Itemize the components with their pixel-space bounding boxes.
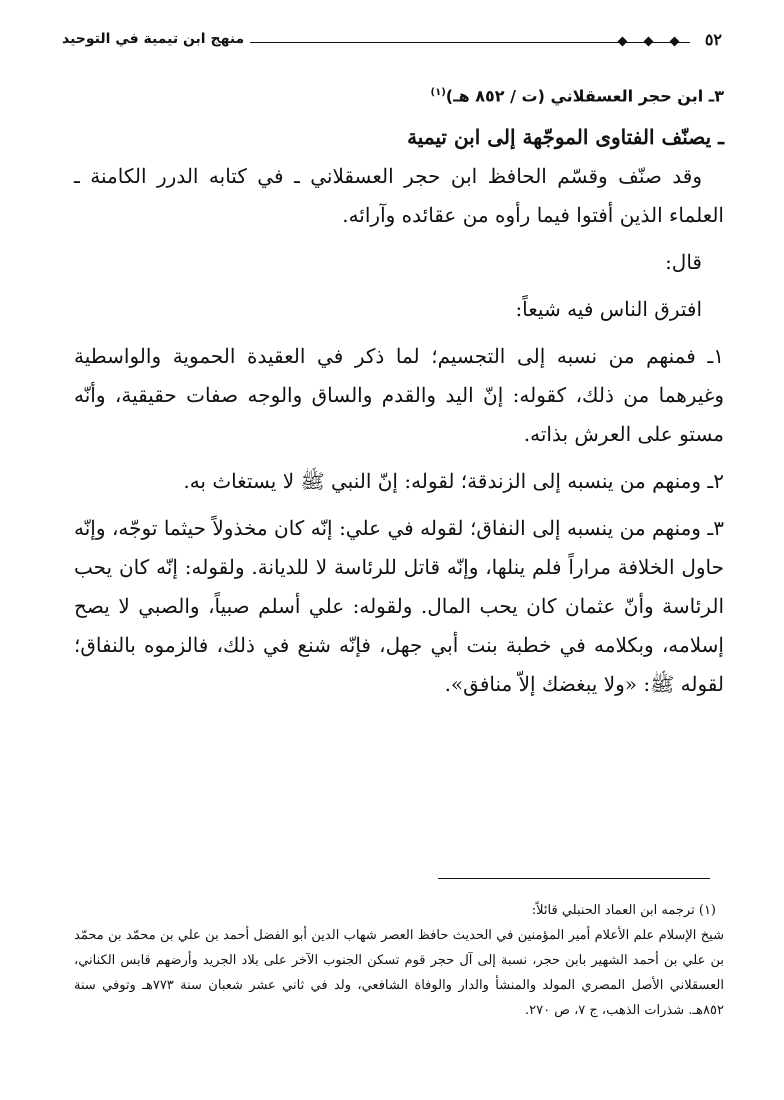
- qaal-line: قال:: [665, 250, 702, 275]
- ornament-diamond: [618, 37, 628, 47]
- footnote-ref: (١): [430, 87, 446, 98]
- footnote-1-text: شيخ الإسلام علم الأعلام أمير المؤمنين في الحديث حافظ العصر شهاب الدين أبو الفضل أحمد بن علي بن محمّد بن محمّد بن علي بن أحمد الشهير بابن حجر، نسبة إلى آل حجر قوم تسكن الجنوب الآخر على بلاد الجريد وأرضهم قابس الكناني، العسقلاني الأصل المصري المولد والمنشأ والدار والوفاة الشافعي، ولد في ثاني عشر شعبان سنة ٧٧٣هـ وتوفي سنة ٨٥٢هـ. شذرات الذهب، ج ٧، ص ٢٧٠.: [74, 928, 724, 1018]
- iftaraqa-line: افترق الناس فيه شيعاً:: [515, 297, 702, 322]
- footnotes: [74, 898, 724, 1023]
- section-heading: [74, 78, 724, 111]
- running-title: منهج ابن تيمية في التوحيد: [62, 31, 245, 47]
- page-number: ٥٢: [704, 30, 722, 49]
- footnote-1-intro: (١) ترجمه ابن العماد الحنبلي قائلاً:: [531, 903, 716, 918]
- footnote-divider: [438, 878, 710, 879]
- main-text: [74, 78, 724, 704]
- list-item-2: ٢ـ ومنهم من ينسبه إلى الزندقة؛ لقوله: إنّ النبي ﷺ لا يستغاث به.: [183, 469, 724, 494]
- ornament-diamond: [644, 37, 654, 47]
- list-item-3: ٣ـ ومنهم من ينسبه إلى النفاق؛ لقوله في علي: إنّه كان مخذولاً حيثما توجّه، وإنّه حاول الخلافة مراراً فلم ينلها، وإنّه قاتل للرئاسة لا للديانة. ولقوله: إنّه كان يحب الرئاسة وأنّ عثمان كان يحب المال. ولقوله: علي أسلم صبياً، والصبي لا يصح إسلامه، وبكلامه في خطبة بنت أبي جهل، فإنّه شنع في ذلك، فالزموه بالنفاق؛ لقوله ﷺ: «ولا يبغضك إلاّ منافق».: [74, 516, 724, 697]
- running-header: [62, 30, 722, 58]
- subheading: ـ يصنّف الفتاوى الموجّهة إلى ابن تيمية: [407, 125, 724, 150]
- ornament-diamond: [670, 37, 680, 47]
- intro-paragraph: وقد صنّف وقسّم الحافظ ابن حجر العسقلاني ـ في كتابه الدرر الكامنة ـ العلماء الذين أفتوا فيما رأوه من عقائده وآرائه.: [74, 164, 724, 228]
- section-heading-text: ٣ـ ابن حجر العسقلاني (ت / ٨٥٢ هـ): [445, 86, 724, 106]
- list-item-1: ١ـ فمنهم من نسبه إلى التجسيم؛ لما ذكر في العقيدة الحموية والواسطية وغيرهما من ذلك، كقوله: إنّ اليد والقدم والساق والوجه صفات حقيقية، وأنّه مستو على العرش بذاته.: [74, 344, 724, 447]
